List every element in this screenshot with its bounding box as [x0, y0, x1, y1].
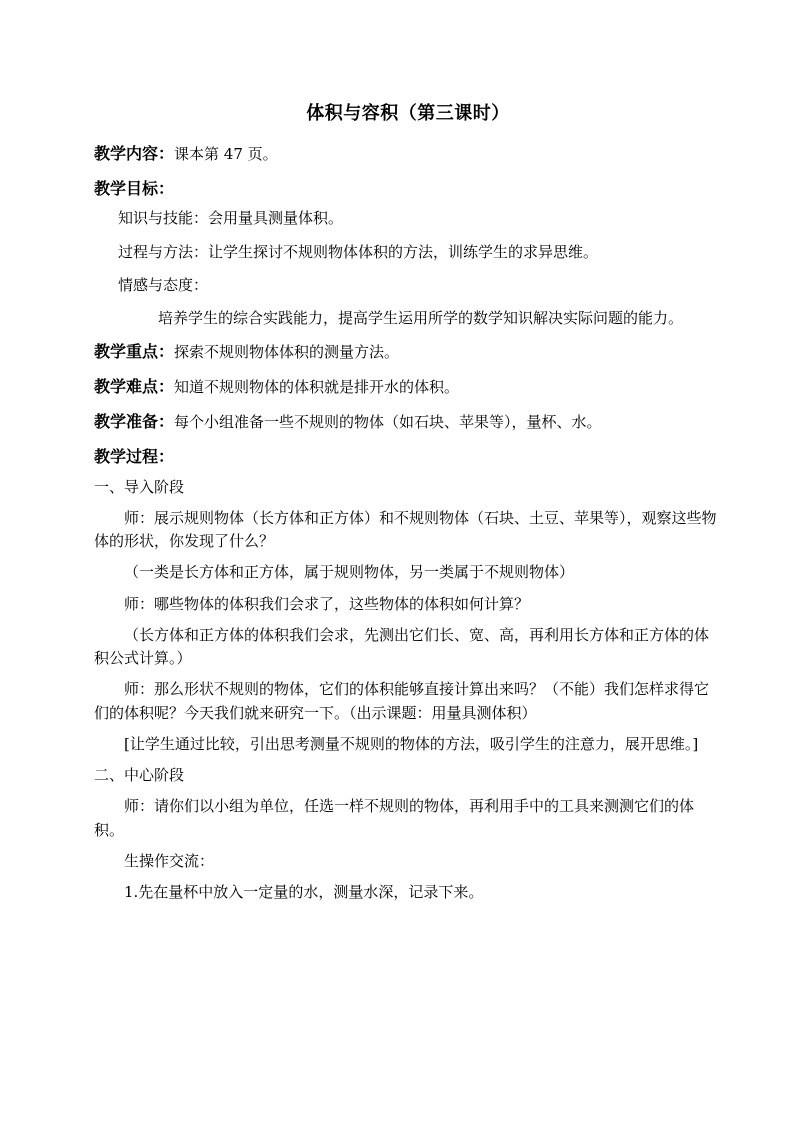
stage-1-line-4: （长方体和正方体的体积我们会求，先测出它们长、宽、高，再利用长方体和正方体的体积公式计算。） [94, 625, 710, 668]
section-difficulty-text: 知道不规则物体的体积就是排开水的体积。 [174, 378, 460, 397]
stage-1-line-2: （一类是长方体和正方体，属于规则物体，另一类属于不规则物体） [124, 563, 575, 582]
section-prep-text: 每个小组准备一些不规则的物体（如石块、苹果等），量杯、水。 [174, 413, 602, 432]
section-content [94, 142, 722, 167]
section-difficulty [94, 375, 722, 400]
goal-knowledge-text: 会用量具测量体积。 [208, 209, 344, 228]
section-goals [94, 177, 722, 331]
stage-2-line-1: 师：请你们以小组为单位，任选一样不规则的物体，再利用手中的工具来测测它们的体积。 [94, 797, 695, 839]
section-key-label: 教学重点： [94, 342, 175, 362]
goal-attitude-detail: 培养学生的综合实践能力，提高学生运用所学的数学知识解决实际问题的能力。 [158, 309, 684, 328]
document-title: 体积与容积（第三课时） [306, 103, 510, 124]
stage-2-line-2: 生操作交流： [124, 851, 215, 870]
goal-process [94, 241, 722, 264]
section-process-label: 教学过程： [94, 446, 175, 466]
goal-attitude-prefix: 情感与态度： [118, 275, 209, 294]
stage-1-line-3: 师：哪些物体的体积我们会求了，这些物体的体积如何计算？ [124, 594, 530, 613]
goal-attitude [94, 274, 722, 297]
section-content-text: 课本第 47 页。 [174, 144, 278, 163]
section-key-text: 探索不规则物体体积的测量方法。 [174, 343, 400, 362]
goal-process-text: 让学生探讨不规则物体体积的方法，训练学生的求异思维。 [208, 242, 599, 261]
section-content-label: 教学内容： [94, 143, 175, 163]
section-difficulty-label: 教学难点： [94, 377, 175, 397]
goal-knowledge-prefix: 知识与技能： [118, 209, 209, 228]
stage-2-heading: 二、中心阶段 [94, 766, 185, 785]
goal-knowledge [94, 207, 722, 230]
section-prep-label: 教学准备： [94, 412, 175, 432]
stage-1-line-1: 师：展示规则物体（长方体和正方体）和不规则物体（石块、土豆、苹果等），观察这些物体的形状，你发现了什么？ [94, 508, 717, 551]
stage-2-line-3: 1.先在量杯中放入一定量的水，测量水深，记录下来。 [124, 883, 484, 902]
stage-1-line-5: 师：那么形状不规则的物体，它们的体积能够直接计算出来吗？（不能）我们怎样求得它们的体积呢？今天我们就来研究一下。（出示课题：用量具测体积） [94, 680, 710, 722]
section-goals-label: 教学目标： [94, 178, 175, 198]
stage-1-line-6: [让学生通过比较，引出思考测量不规则的物体的方法，吸引学生的注意力，展开思维。] [124, 734, 699, 753]
section-prep [94, 410, 722, 435]
goal-process-prefix: 过程与方法： [118, 242, 209, 261]
section-process [94, 445, 722, 905]
section-key [94, 340, 722, 365]
stage-1-heading: 一、导入阶段 [94, 477, 185, 496]
